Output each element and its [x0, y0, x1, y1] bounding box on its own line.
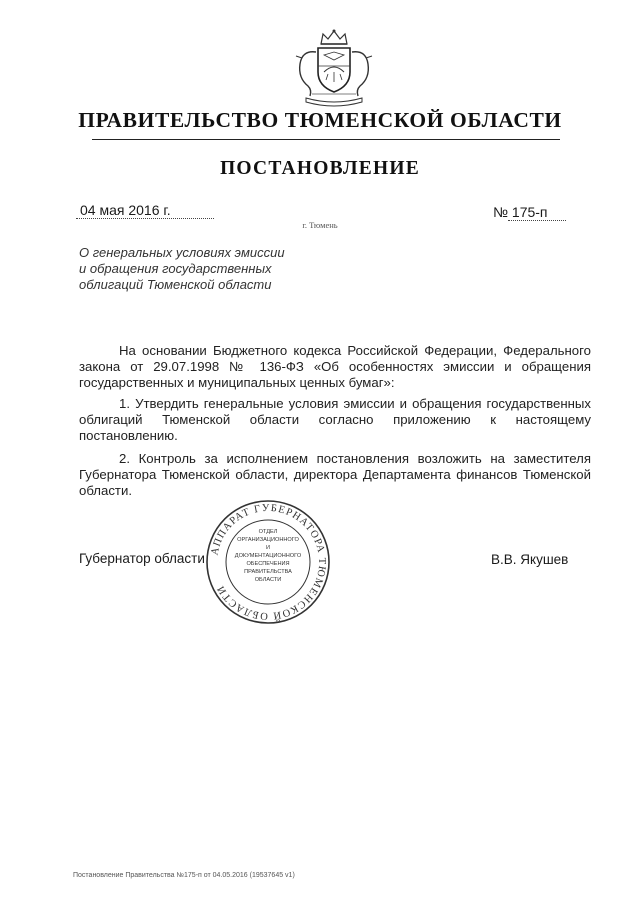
subject-line: О генеральных условиях эмиссии	[79, 245, 285, 260]
document-type: ПОСТАНОВЛЕНИЕ	[220, 158, 420, 179]
official-seal-stamp	[205, 499, 331, 625]
document-date: 04 мая 2016 г.	[80, 202, 171, 218]
organization-title: ПРАВИТЕЛЬСТВО ТЮМЕНСКОЙ ОБЛАСТИ	[78, 108, 562, 132]
seal-inner-line: И	[265, 545, 271, 551]
seal-outer-text: АППАРАТ ГУБЕРНАТОРА ТЮМЕНСКОЙ ОБЛАСТИ	[209, 502, 328, 622]
date-underline	[76, 218, 214, 219]
subject-line: и обращения государственных	[79, 261, 272, 276]
document-subject	[79, 245, 285, 293]
body-paragraph-preamble	[79, 343, 591, 391]
title-divider	[92, 139, 560, 140]
document-footer: Постановление Правительства №175-п от 04.05.2016 (19537645 v1)	[73, 872, 295, 879]
document-number: № 175-п	[493, 204, 548, 220]
body-paragraph-item-1	[79, 396, 591, 444]
subject-line: облигаций Тюменской области	[79, 277, 272, 292]
paragraph-text: 2. Контроль за исполнением постановления возложить на заместителя Губернатора Тюменской области, директора Департамента финансов Тюменской области.	[79, 451, 591, 498]
seal-inner-line: ПРАВИТЕЛЬСТВА	[244, 569, 292, 575]
seal-inner-line: ОРГАНИЗАЦИОННОГО	[237, 537, 299, 543]
document-city: г. Тюмень	[302, 220, 338, 230]
body-paragraph-item-2	[79, 451, 591, 499]
seal-inner-line: ОБЕСПЕЧЕНИЯ	[246, 561, 290, 567]
signatory-name: В.В. Якушев	[491, 552, 569, 567]
paragraph-text: 1. Утвердить генеральные условия эмиссии и обращения государственных облигаций Тюменской области согласно приложению к настоящему постановлению.	[79, 396, 591, 443]
coat-of-arms-emblem	[288, 28, 380, 108]
seal-inner-line: ДОКУМЕНТАЦИОННОГО	[234, 553, 302, 559]
seal-inner-line: ОТДЕЛ	[258, 529, 278, 535]
signatory-role: Губернатор области	[79, 551, 205, 566]
paragraph-text: На основании Бюджетного кодекса Российской Федерации, Федерального закона от 29.07.1998 № 136-ФЗ «Об особенностях эмиссии и обращения государственных и муниципальных ценных бумаг»:	[79, 343, 591, 390]
seal-inner-line: ОБЛАСТИ	[254, 577, 282, 583]
